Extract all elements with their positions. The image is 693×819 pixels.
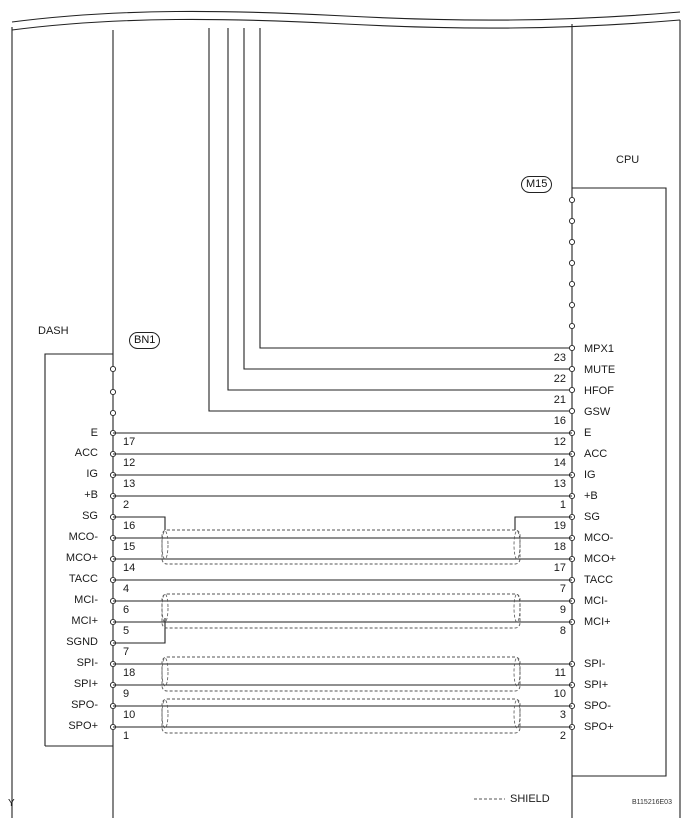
- left-signal-e: E: [90, 427, 98, 439]
- pin-circle: [569, 281, 574, 286]
- cpu-label: CPU: [616, 154, 640, 166]
- right-pin-number: 3: [559, 709, 566, 721]
- left-signal-spo-minus: SPO-: [71, 699, 98, 711]
- left-pin-number: 14: [123, 562, 136, 574]
- right-signal-e: E: [584, 427, 592, 439]
- left-pin-number: 9: [123, 688, 130, 700]
- right-pin-number: 7: [559, 583, 566, 595]
- corner-mark: Y: [8, 798, 15, 809]
- left-signal-sgnd: SGND: [66, 636, 98, 648]
- right-pin-number: 9: [559, 604, 566, 616]
- right-pin-number: 22: [553, 373, 566, 385]
- right-pin-number: 16: [553, 415, 566, 427]
- right-pin-number: 12: [553, 436, 566, 448]
- right-signal-b: +B: [584, 490, 598, 502]
- right-pin-number: 13: [553, 478, 566, 490]
- top-wire: [228, 28, 572, 390]
- shield-twist-mark: [162, 531, 168, 559]
- pin-circle: [569, 366, 574, 371]
- shield-twist-mark: [514, 658, 520, 686]
- right-signal-mco-minus: MCO-: [584, 532, 614, 544]
- pin-circle: [569, 260, 574, 265]
- right-signal-spo-minus: SPO-: [584, 700, 611, 712]
- right-pin-number: 19: [553, 520, 566, 532]
- shield-outline: [162, 657, 520, 691]
- right-pin-number: 1: [559, 499, 566, 511]
- right-signal-spo-plus: SPO+: [584, 721, 614, 733]
- right-signal-acc: ACC: [584, 448, 608, 460]
- right-pin-number: 17: [553, 562, 566, 574]
- right-pin-number: 10: [553, 688, 566, 700]
- right-pin-number: 11: [554, 667, 566, 679]
- shield-twist-mark: [514, 531, 520, 559]
- pin-circle: [569, 239, 574, 244]
- left-signal-tacc: TACC: [68, 573, 98, 585]
- right-signal-spi-plus: SPI+: [584, 679, 609, 691]
- dash-label: DASH: [38, 325, 69, 337]
- right-signal-mco-plus: MCO+: [584, 553, 617, 565]
- pin-circle: [569, 218, 574, 223]
- right-pin-number: 8: [559, 625, 566, 637]
- left-pin-number: 17: [123, 436, 136, 448]
- left-signal-spi-plus: SPI+: [73, 678, 98, 690]
- connector-bn1-badge: BN1: [129, 332, 160, 349]
- pin-circle: [569, 408, 574, 413]
- right-pin-number: 23: [553, 352, 566, 364]
- left-pin-number: 4: [123, 583, 130, 595]
- left-signal-sg: SG: [82, 510, 98, 522]
- pin-circle: [110, 410, 115, 415]
- shield-twist-mark: [514, 700, 520, 728]
- right-signal-mute: MUTE: [584, 364, 616, 376]
- left-pin-number: 2: [123, 499, 130, 511]
- right-signal-mpx1: MPX1: [584, 343, 614, 355]
- left-pin-number: 15: [123, 541, 136, 553]
- left-pin-number: 1: [123, 730, 130, 742]
- left-pin-number: 16: [123, 520, 136, 532]
- pin-circle: [569, 345, 574, 350]
- left-signal-b: +B: [84, 489, 98, 501]
- pin-circle: [110, 389, 115, 394]
- left-pin-number: 6: [123, 604, 130, 616]
- shield-legend-label: SHIELD: [510, 793, 550, 805]
- top-wire: [244, 28, 572, 369]
- top-border-wave: [12, 11, 680, 22]
- left-signal-spi-minus: SPI-: [76, 657, 98, 669]
- right-pin-number: 14: [553, 457, 566, 469]
- right-signal-mci-plus: MCI+: [584, 616, 611, 628]
- right-pin-number: 2: [559, 730, 566, 742]
- shield-twist-mark: [514, 594, 520, 622]
- pin-circle: [569, 323, 574, 328]
- left-pin-number: 18: [123, 667, 136, 679]
- right-signal-sg: SG: [584, 511, 600, 523]
- right-pin-number: 18: [553, 541, 566, 553]
- right-signal-mci-minus: MCI-: [584, 595, 608, 607]
- left-pin-number: 5: [123, 625, 130, 637]
- top-border-wave: [12, 19, 680, 30]
- left-pin-number: 7: [123, 646, 130, 658]
- left-signal-mco-minus: MCO-: [68, 531, 98, 543]
- left-signal-mci-minus: MCI-: [74, 594, 98, 606]
- left-signal-ig: IG: [86, 468, 98, 480]
- diagram-code: B115216E03: [632, 799, 672, 806]
- left-pin-number: 10: [123, 709, 136, 721]
- connector-m15-badge: M15: [521, 176, 552, 193]
- right-signal-tacc: TACC: [584, 574, 614, 586]
- left-signal-spo-plus: SPO+: [68, 720, 98, 732]
- left-pin-number: 12: [123, 457, 136, 469]
- shield-outline: [162, 699, 520, 733]
- shield-twist-mark: [162, 700, 168, 728]
- top-wire: [209, 28, 572, 411]
- shield-outline: [162, 594, 520, 628]
- sg-drain-wire: [113, 517, 165, 530]
- pin-circle: [110, 366, 115, 371]
- right-signal-ig: IG: [584, 469, 596, 481]
- shield-twist-mark: [162, 658, 168, 686]
- shield-twist-mark: [162, 594, 168, 622]
- pin-circle: [569, 387, 574, 392]
- pin-circle: [569, 302, 574, 307]
- right-signal-gsw: GSW: [584, 406, 611, 418]
- left-pin-number: 13: [123, 478, 136, 490]
- right-signal-spi-minus: SPI-: [584, 658, 606, 670]
- left-signal-acc: ACC: [74, 447, 98, 459]
- left-signal-mci-plus: MCI+: [71, 615, 98, 627]
- left-signal-mco-plus: MCO+: [65, 552, 98, 564]
- right-pin-number: 21: [553, 394, 566, 406]
- right-signal-hfof: HFOF: [584, 385, 614, 397]
- pin-circle: [569, 197, 574, 202]
